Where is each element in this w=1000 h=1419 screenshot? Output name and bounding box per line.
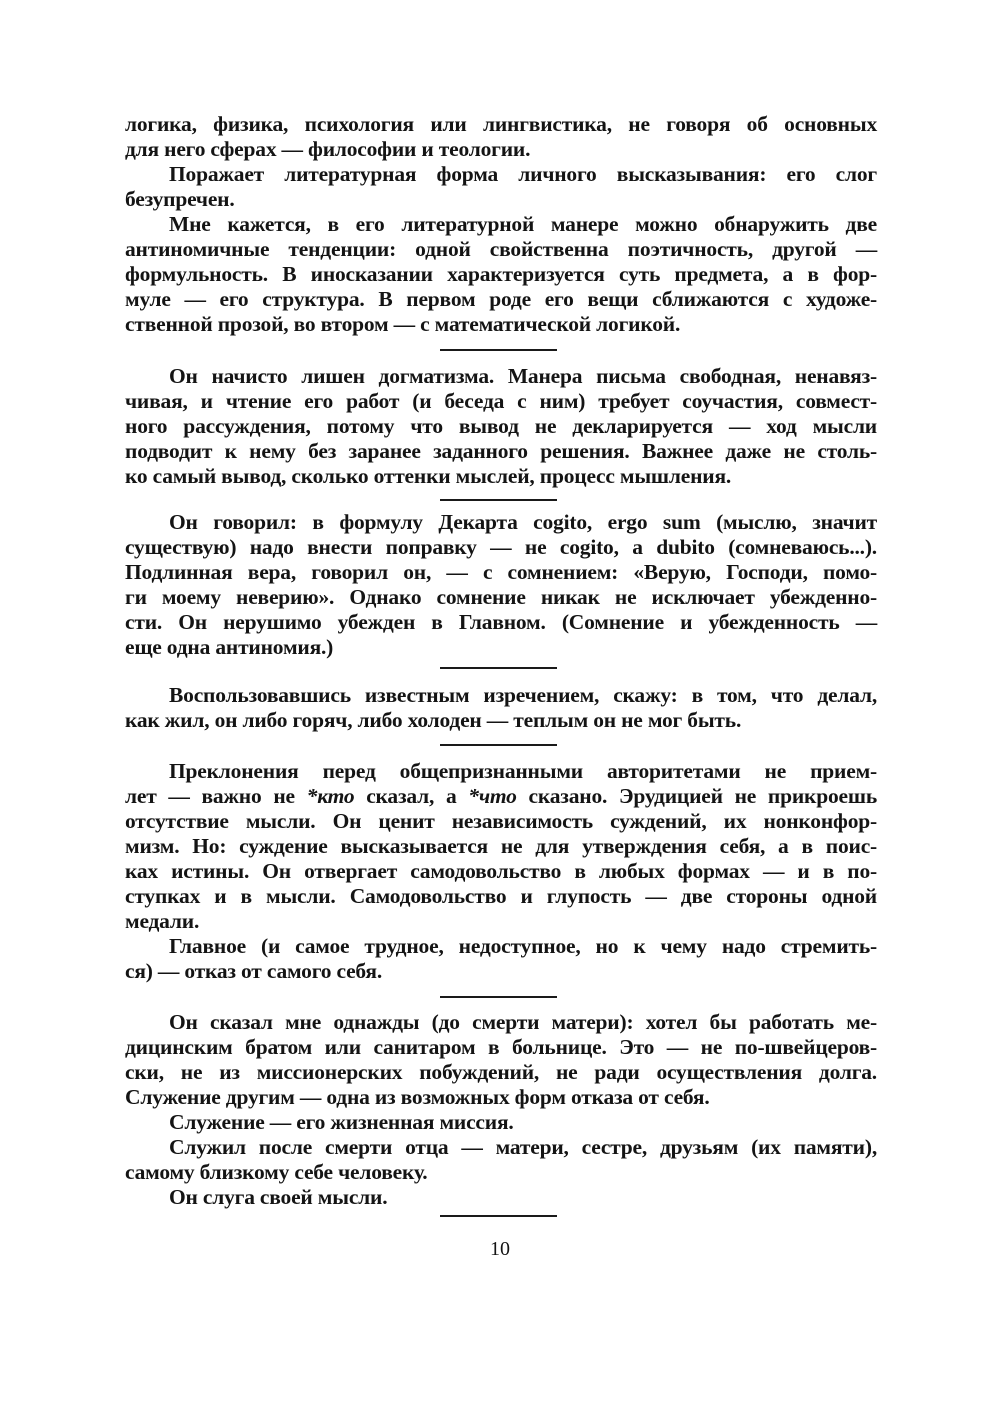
- text-section-5: [125, 759, 877, 984]
- text-line: существую) надо внести поправку — не cogito, а dubito (сомневаюсь...).: [125, 535, 877, 559]
- text-line: Подлинная вера, говорил он, — с сомнением: «Верую, Господи, помо-: [125, 560, 877, 584]
- text-line: еще одна антиномия.): [125, 635, 334, 659]
- text-line: Он начисто лишен догматизма. Манера письма свободная, ненавяз-: [169, 364, 877, 388]
- text-line: как жил, он либо горяч, либо холоден — теплым он не мог быть.: [125, 708, 742, 732]
- text-section-2: [125, 364, 877, 489]
- text-line: ственной прозой, во втором — с математической логикой.: [125, 312, 681, 336]
- text-section-4: [125, 683, 877, 733]
- text-line: мизм. Но: суждение высказывается не для утверждения себя, а в поис-: [125, 834, 877, 858]
- text-line: [125, 784, 877, 809]
- text-line: муле — его структура. В первом роде его вещи сближаются с художе-: [125, 287, 877, 311]
- text-line: Мне кажется, в его литературной манере можно обнаружить две: [169, 212, 877, 236]
- text-line: Поражает литературная форма личного высказывания: его слог: [169, 162, 877, 186]
- text-line: Он говорил: в формулу Декарта cogito, ergo sum (мыслю, значит: [169, 510, 877, 534]
- text-line: Служение другим — одна из возможных форм отказа от себя.: [125, 1085, 710, 1109]
- section-divider: [440, 744, 557, 746]
- text-line: чивая, и чтение его работ (и беседа с ним) требует соучастия, совмест-: [125, 389, 877, 413]
- text-line: ги моему неверию». Однако сомнение никак не исключает убежденно-: [125, 585, 877, 609]
- text-line: безупречен.: [125, 187, 235, 211]
- text-section-3: [125, 510, 877, 660]
- text-line: антиномичные тенденции: одной свойственна поэтичность, другой —: [125, 237, 877, 261]
- text-line: ках истины. Он отвергает самодовольство в любых формах — и в по-: [125, 859, 877, 883]
- text-line: медали.: [125, 909, 200, 933]
- text-line: Он слуга своей мысли.: [169, 1185, 388, 1209]
- section-divider: [440, 996, 557, 998]
- text-line: Воспользовавшись известным изречением, скажу: в том, что делал,: [169, 683, 877, 707]
- text-line: для него сферах — философии и теологии.: [125, 137, 531, 161]
- section-divider: [440, 349, 557, 351]
- text-line: Главное (и самое трудное, недоступное, но к чему надо стремить-: [169, 934, 877, 958]
- text-line: самому близкому себе человеку.: [125, 1160, 428, 1184]
- italic-emphasis: *кто: [306, 784, 355, 808]
- section-divider: [440, 499, 557, 501]
- text-segment: лет — важно не: [125, 784, 307, 808]
- text-line: ся) — отказ от самого себя.: [125, 959, 383, 983]
- text-line: формульность. В иносказании характеризуется суть предмета, а в фор-: [125, 262, 877, 286]
- section-divider: [440, 667, 557, 669]
- text-line: Служил после смерти отца — матери, сестре, друзьям (их памяти),: [169, 1135, 877, 1159]
- text-line: сти. Он нерушимо убежден в Главном. (Сомнение и убежденность —: [125, 610, 877, 634]
- text-line: подводит к нему без заранее заданного решения. Важнее даже не столь-: [125, 439, 877, 463]
- text-line: Преклонения перед общепризнанными авторитетами не прием-: [169, 759, 877, 783]
- text-line: Служение — его жизненная миссия.: [169, 1110, 514, 1134]
- text-section-6: [125, 1010, 877, 1210]
- text-segment: сказано. Эрудицией не прикроешь: [516, 784, 877, 808]
- italic-emphasis: *что: [468, 784, 517, 808]
- text-segment: сказал, а: [354, 784, 469, 808]
- text-section-1: [125, 112, 877, 337]
- text-line: ски, не из миссионерских побуждений, не ради осуществления долга.: [125, 1060, 877, 1084]
- text-line: ко самый вывод, сколько оттенки мыслей, процесс мышления.: [125, 464, 732, 488]
- text-line: ступках и в мысли. Самодовольство и глупость — две стороны одной: [125, 884, 877, 908]
- text-line: ного рассуждения, потому что вывод не декларируется — ход мысли: [125, 414, 877, 438]
- text-line: логика, физика, психология или лингвистика, не говоря об основных: [125, 112, 877, 136]
- text-line: дицинским братом или санитаром в больнице. Это — не по-швейцеров-: [125, 1035, 877, 1059]
- section-divider: [440, 1215, 557, 1217]
- text-line: Он сказал мне однажды (до смерти матери): хотел бы работать ме-: [169, 1010, 877, 1034]
- page-number: 10: [490, 1238, 510, 1260]
- text-line: отсутствие мысли. Он ценит независимость суждений, их нонконфор-: [125, 809, 877, 833]
